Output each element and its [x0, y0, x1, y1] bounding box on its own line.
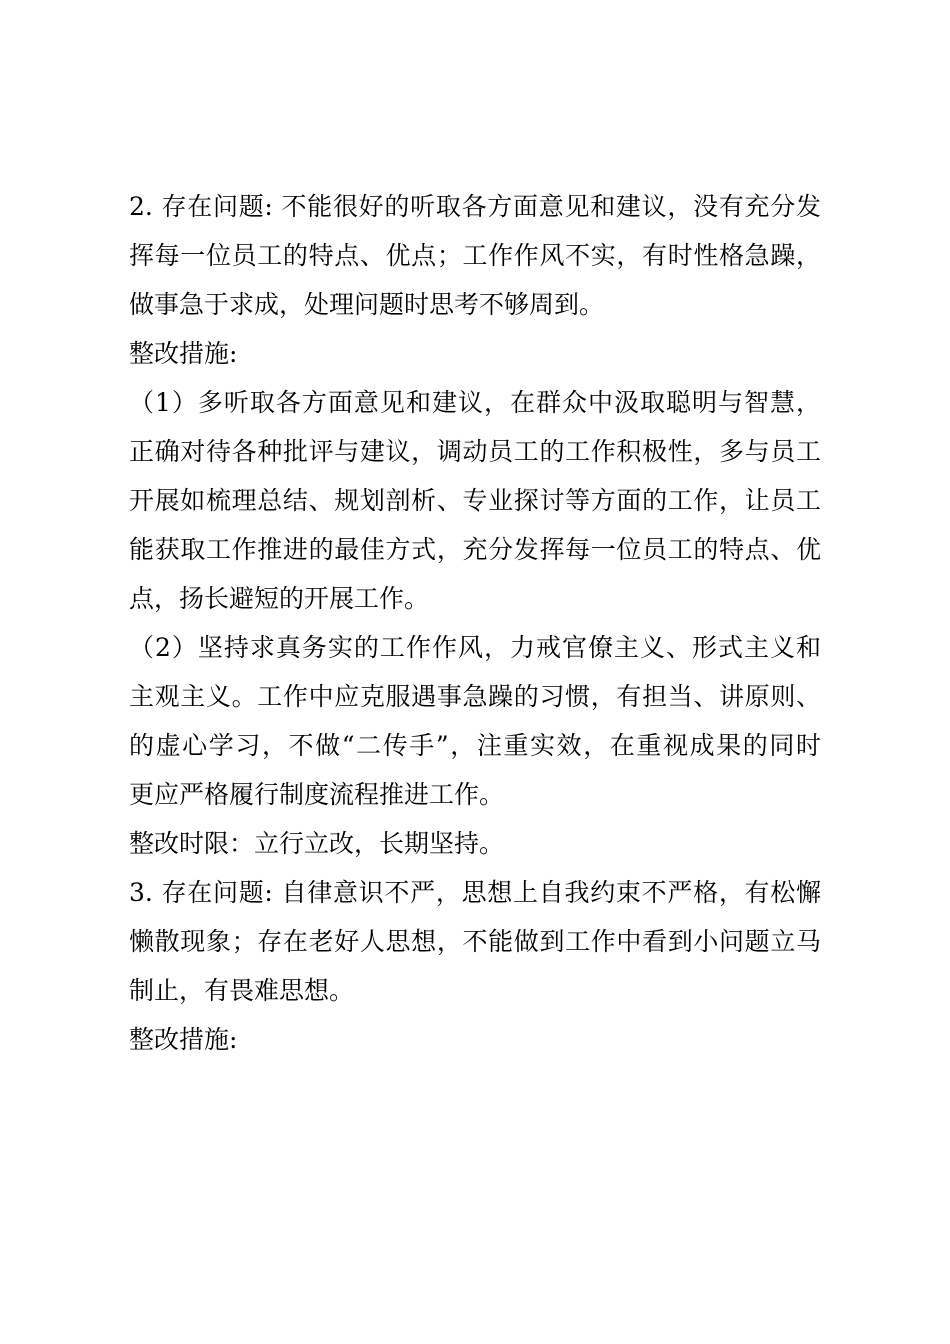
- issue-3-line-3: 制止，有畏难思想。: [129, 976, 355, 1005]
- measure-1-line-5: 点，扬长避短的开展工作。: [129, 584, 430, 613]
- measure-2-line-3: 的虚心学习，不做“二传手”，注重实效，在重视成果的同时: [129, 731, 821, 760]
- measure-1-line-1: （1）多听取各方面意见和建议，在群众中汲取聪明与智慧，: [129, 388, 821, 417]
- document-body: [129, 182, 829, 1064]
- measure-2-line-2: 主观主义。工作中应克服遇事急躁的习惯，有担当、讲原则、: [129, 682, 821, 711]
- measures-heading-1: 整改措施:: [129, 339, 238, 368]
- measure-1-line-4: 能获取工作推进的最佳方式，充分发挥每一位员工的特点、优: [129, 535, 821, 564]
- measure-1-line-2: 正确对待各种批评与建议，调动员工的工作积极性，多与员工: [129, 437, 821, 466]
- issue-2-line-1: 2. 存在问题: 不能很好的听取各方面意见和建议，没有充分发: [129, 192, 821, 221]
- measure-2-line-4: 更应严格履行制度流程推进工作。: [129, 780, 505, 809]
- issue-2-line-3: 做事急于求成，处理问题时思考不够周到。: [129, 290, 605, 319]
- issue-3-line-1: 3. 存在问题: 自律意识不严，思想上自我约束不严格，有松懈: [129, 878, 821, 907]
- issue-3-line-2: 懒散现象；存在老好人思想，不能做到工作中看到小问题立马: [129, 927, 821, 956]
- measures-heading-2: 整改措施:: [129, 1025, 238, 1054]
- measure-2-line-1: （2）坚持求真务实的工作作风，力戒官僚主义、形式主义和: [129, 633, 821, 662]
- issue-2-line-2: 挥每一位员工的特点、优点；工作作风不实，有时性格急躁，: [129, 241, 821, 270]
- deadline-line: 整改时限：立行立改，长期坚持。: [129, 829, 505, 858]
- measure-1-line-3: 开展如梳理总结、规划剖析、专业探讨等方面的工作，让员工: [129, 486, 821, 515]
